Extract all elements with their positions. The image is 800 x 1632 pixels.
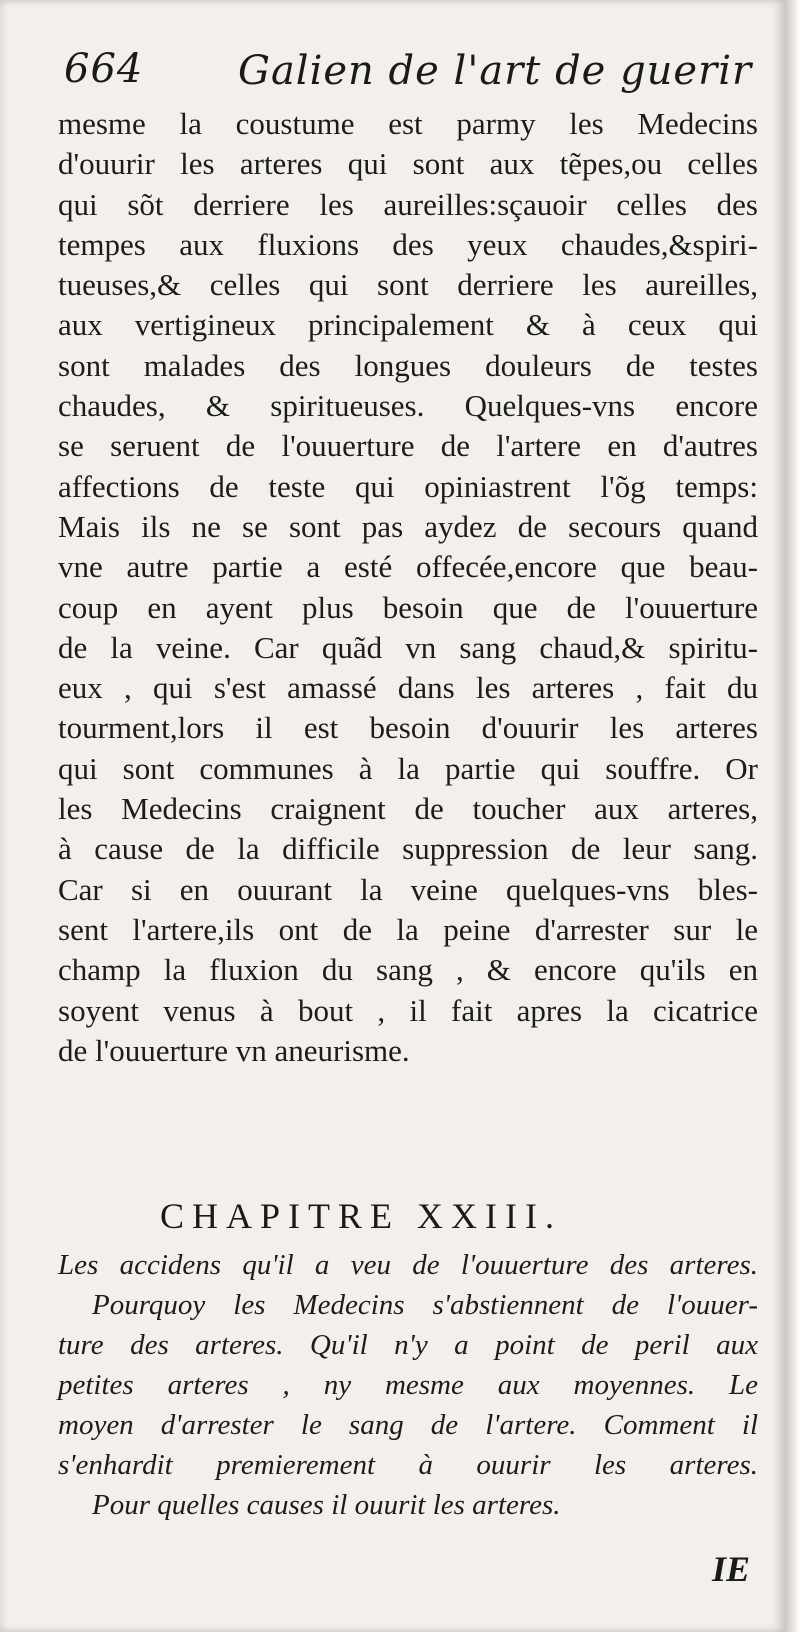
chapter-heading: CHAPITRE XXIII. (160, 1196, 562, 1236)
text-line: de l'ouuerture vn aneurisme. (58, 1032, 410, 1068)
page-header (58, 46, 758, 106)
page-number: 664 (64, 46, 144, 92)
body-paragraph (58, 104, 758, 1071)
summary-line: Les accidens qu'il a veu de l'ouuerture des arteres. (58, 1249, 758, 1281)
text-line: affections de teste qui opiniastrent l'õg temps: (58, 468, 758, 504)
text-line: soyent venus à bout , il fait apres la cicatrice (58, 992, 758, 1028)
text-line: à cause de la difficile suppression de leur sang. (58, 831, 758, 867)
text-line: aux vertigineux principalement & à ceux qui (58, 307, 758, 343)
page-edge (786, 0, 800, 1632)
text-line: coup en ayent plus besoin que de l'ouuerture (58, 589, 758, 625)
text-line: Mais ils ne se sont pas aydez de secours quand (58, 508, 758, 544)
text-line: sont malades des longues douleurs de testes (58, 347, 758, 383)
text-line: tourment,lors il est besoin d'ouurir les arteres (58, 710, 758, 746)
catchword: IE (712, 1549, 751, 1589)
text-line: les Medecins craignent de toucher aux arteres, (58, 791, 758, 827)
text-line: d'ouurir les arteres qui sont aux tẽpes,ou celles (58, 146, 758, 182)
text-line: sent l'artere,ils ont de la peine d'arrester sur le (58, 911, 758, 947)
text-line: de la veine. Car quãd vn sang chaud,& spiritu- (58, 629, 758, 665)
text-line: tempes aux fluxions des yeux chaudes,&spiri- (58, 226, 758, 262)
chapter-summary (58, 1245, 758, 1525)
text-line: qui sont communes à la partie qui souffre. Or (58, 750, 758, 786)
running-title: Galien de l'art de guerir (238, 48, 753, 94)
summary-line: moyen d'arrester le sang de l'artere. Comment il (58, 1409, 758, 1441)
text-line: mesme la coustume est parmy les Medecins (58, 106, 758, 141)
summary-line: s'enhardit premierement à ouurir les arteres. (58, 1449, 758, 1481)
summary-line: petites arteres , ny mesme aux moyennes. Le (58, 1369, 758, 1401)
text-line: vne autre partie a esté offecée,encore que beau- (58, 549, 758, 585)
text-line: Car si en ouurant la veine quelques-vns bles- (58, 871, 758, 907)
text-line: champ la fluxion du sang , & encore qu'ils en (58, 952, 758, 988)
summary-line: ture des arteres. Qu'il n'y a point de peril aux (58, 1329, 758, 1361)
text-line: se seruent de l'ouuerture de l'artere en d'autres (58, 428, 758, 464)
text-line: eux , qui s'est amassé dans les arteres , fait du (58, 670, 758, 706)
summary-line: Pourquoy les Medecins s'abstiennent de l'ouuer- (92, 1289, 758, 1321)
text-line: tueuses,& celles qui sont derriere les aureilles, (58, 267, 758, 303)
text-line: chaudes, & spiritueuses. Quelques-vns encore (58, 388, 758, 424)
summary-line: Pour quelles causes il ouurit les arteres. (92, 1489, 561, 1521)
text-line: qui sõt derriere les aureilles:sçauoir celles des (58, 186, 758, 222)
